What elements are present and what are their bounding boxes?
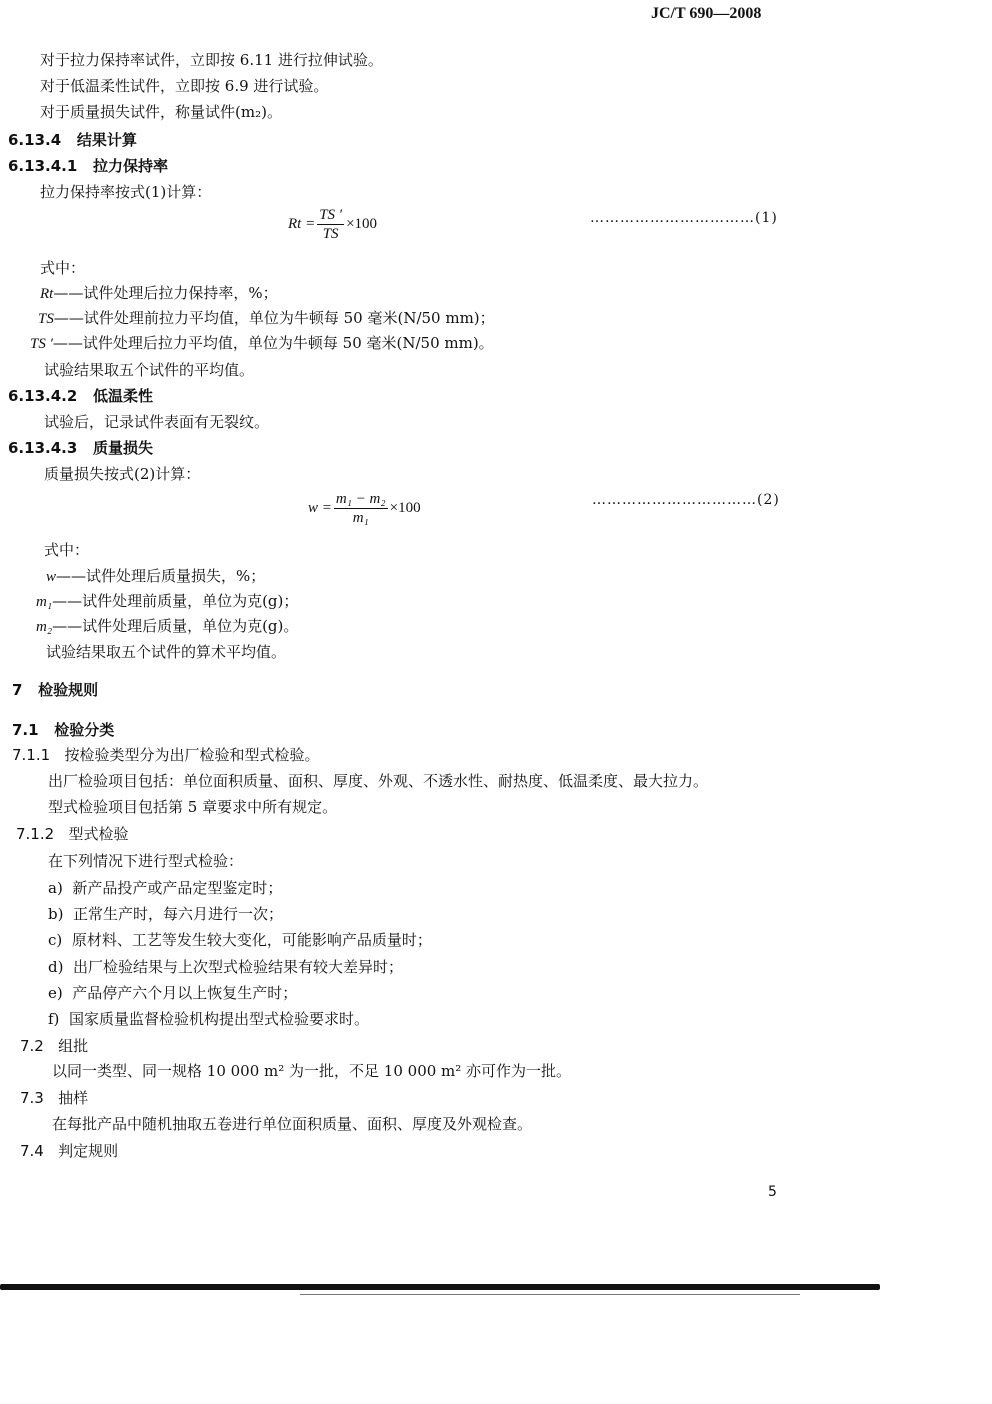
section-title: 低温柔性 [92, 387, 153, 405]
bottom-rule [0, 1284, 880, 1290]
section-heading-6-13-4-2 [8, 386, 153, 406]
definition-text: ——试件处理后质量，单位为克(g)。 [52, 617, 299, 635]
definition-text: ——试件处理后质量损失，%； [56, 567, 266, 585]
section-number: 7 [12, 681, 23, 699]
where-label: 式中： [40, 259, 86, 277]
bottom-rule-thin [300, 1294, 800, 1295]
section-heading-7-1-2 [16, 824, 129, 844]
section-number: 6.13.4 [8, 131, 62, 149]
section-title: 组批 [58, 1037, 89, 1055]
section-heading-7 [12, 680, 98, 700]
section-heading-7-1 [12, 720, 114, 740]
section-title: 判定规则 [58, 1142, 119, 1160]
section-number: 6.13.4.3 [8, 439, 78, 457]
equation-number: ……………………………(1) [590, 210, 778, 226]
section-heading-7-3 [20, 1088, 88, 1108]
section-title: 抽样 [58, 1089, 89, 1107]
section-title: 型式检验 [68, 825, 129, 843]
clause-text: 按检验类型分为出厂检验和型式检验。 [64, 746, 320, 764]
list-text: 新产品投产或产品定型鉴定时； [72, 879, 283, 897]
section-number: 7.3 [20, 1089, 44, 1107]
section-title: 检验分类 [54, 721, 115, 739]
definition-row [46, 566, 265, 587]
section-title: 检验规则 [38, 681, 99, 699]
section-heading-7-2 [20, 1036, 88, 1056]
paragraph-line: 在下列情况下进行型式检验： [48, 852, 244, 870]
list-label: d) [48, 958, 64, 976]
section-heading-6-13-4-1 [8, 156, 168, 176]
formula-lhs: w = [308, 500, 332, 516]
formula-1 [288, 206, 377, 243]
list-text: 正常生产时，每六月进行一次； [73, 905, 284, 923]
definition-symbol: m₂ [36, 619, 53, 635]
paragraph-line: 出厂检验项目包括：单位面积质量、面积、厚度、外观、不透水性、耐热度、低温柔度、最大拉力。 [48, 772, 709, 790]
formula-intro: 拉力保持率按式(1)计算： [40, 183, 212, 201]
section-title: 拉力保持率 [92, 157, 168, 175]
definition-row [40, 283, 278, 304]
section-number: 6.13.4.1 [8, 157, 78, 175]
list-item [48, 1009, 369, 1029]
list-label: b) [48, 905, 64, 923]
definition-text: ——试件处理后拉力平均值，单位为牛顿每 50 毫米(N/50 mm)。 [52, 334, 494, 352]
formula-lhs: Rt = [288, 216, 316, 232]
list-item [48, 904, 283, 924]
definition-symbol: TS [38, 311, 54, 327]
result-statement: 试验结果取五个试件的平均值。 [44, 361, 255, 379]
equation-number: ……………………………(2) [592, 492, 780, 508]
formula-intro: 质量损失按式(2)计算： [44, 465, 201, 483]
definition-symbol: m₁ [36, 594, 53, 610]
paragraph-line: 对于拉力保持率试件，立即按 6.11 进行拉伸试验。 [40, 51, 383, 69]
list-item [48, 930, 432, 950]
definition-row [36, 616, 298, 637]
formula-denominator: m₁ [352, 510, 369, 526]
result-statement: 试验结果取五个试件的算术平均值。 [46, 643, 287, 661]
definition-row [38, 308, 495, 329]
definition-text: ——试件处理前拉力平均值，单位为牛顿每 50 毫米(N/50 mm)； [53, 309, 495, 327]
section-number: 7.1.2 [16, 825, 55, 843]
list-item [48, 878, 282, 898]
section-title: 质量损失 [92, 439, 153, 457]
section-number: 7.1 [12, 721, 39, 739]
definition-symbol: w [46, 569, 57, 585]
formula-numerator: TS ′ [319, 207, 343, 223]
formula-multiplier: ×100 [346, 216, 378, 232]
definition-row [30, 333, 494, 354]
definition-text: ——试件处理前质量，单位为克(g)； [52, 592, 299, 610]
list-label: f) [48, 1010, 60, 1028]
definition-text: ——试件处理后拉力保持率，%； [53, 284, 278, 302]
section-title: 结果计算 [76, 131, 137, 149]
formula-denominator: TS [322, 226, 339, 242]
section-number: 7.2 [20, 1037, 44, 1055]
definition-symbol: Rt [40, 286, 54, 302]
definition-row [36, 591, 298, 612]
list-label: c) [48, 931, 63, 949]
section-number: 7.4 [20, 1142, 44, 1160]
page-number: 5 [768, 1184, 777, 1200]
definition-symbol: TS ′ [30, 336, 53, 352]
where-label: 式中： [44, 541, 90, 559]
list-text: 原材料、工艺等发生较大变化，可能影响产品质量时； [71, 931, 432, 949]
section-number: 6.13.4.2 [8, 387, 78, 405]
paragraph-line: 型式检验项目包括第 5 章要求中所有规定。 [48, 798, 338, 816]
list-item [48, 983, 297, 1003]
list-item [48, 957, 403, 977]
paragraph-line: 对于低温柔性试件，立即按 6.9 进行试验。 [40, 77, 329, 95]
paragraph-line: 对于质量损失试件，称量试件(m₂)。 [40, 103, 282, 121]
paragraph-line: 试验后，记录试件表面有无裂纹。 [44, 413, 270, 431]
section-heading-6-13-4-3 [8, 438, 153, 458]
formula-numerator: m₁ − m₂ [335, 491, 386, 507]
list-text: 出厂检验结果与上次型式检验结果有较大差异时； [73, 958, 404, 976]
standard-code: JC/T 690—2008 [651, 5, 762, 22]
section-heading-6-13-4 [8, 130, 137, 150]
formula-2 [308, 490, 421, 527]
list-text: 产品停产六个月以上恢复生产时； [72, 984, 298, 1002]
list-text: 国家质量监督检验机构提出型式检验要求时。 [68, 1010, 369, 1028]
list-label: a) [48, 879, 63, 897]
paragraph-line: 在每批产品中随机抽取五卷进行单位面积质量、面积、厚度及外观检查。 [52, 1115, 533, 1133]
paragraph-line: 以同一类型、同一规格 10 000 m² 为一批，不足 10 000 m² 亦可作为一批。 [52, 1062, 572, 1080]
section-heading-7-4 [20, 1141, 118, 1161]
list-label: e) [48, 984, 63, 1002]
section-number: 7.1.1 [12, 746, 51, 764]
formula-multiplier: ×100 [389, 500, 421, 516]
clause-7-1-1 [12, 745, 320, 765]
